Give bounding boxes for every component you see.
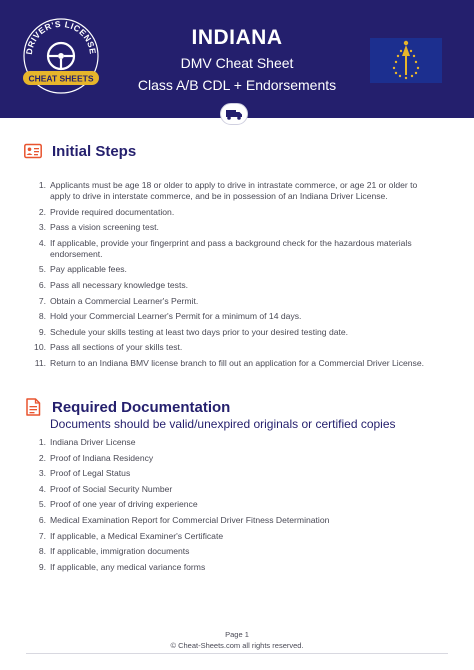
list-item: 1. Indiana Driver License [38,437,136,447]
page-title: INDIANA [191,26,283,49]
list-item: 9. If applicable, any medical variance forms [38,561,206,572]
truck-icon [226,109,242,120]
initial-steps-title: Initial Steps [52,142,137,160]
license-class-line: Class A/B CDL + Endorsements [137,77,337,93]
list-item: 2. Provide required documentation. [38,206,175,217]
list-item: 6. Pass all necessary knowledge tests. [38,279,189,290]
truck-badge [220,103,248,125]
id-card-icon [24,142,42,160]
required-docs-list [0,437,474,577]
page-number: Page 1 [225,630,249,639]
initial-steps-list [0,180,474,374]
list-item: 10. Pass all sections of your skills test. [34,342,183,353]
list-item: 6. Medical Examination Report for Commercial Driver Fitness Determination [38,514,330,525]
list-item: 7. If applicable, a Medical Examiner's Certificate [38,530,224,541]
indiana-flag-icon [370,38,442,83]
list-item: 3. Pass a vision screening test. [38,222,159,233]
required-docs-title: Required Documentation [52,398,231,416]
list-item: 5. Pay applicable fees. [38,264,127,275]
list-item: 7. Obtain a Commercial Learner's Permit. [38,295,199,306]
list-item: 1. Applicants must be age 18 or older to apply to drive in intrastate commerce, or age 21 or older to apply to drive in interstate commerce, and be in possession of an Indiana Driver License. [38,180,418,201]
list-item: 11. Return to an Indiana BMV license branch to fill out an application for a Commercial Driver License. [34,357,425,368]
initial-steps-heading [24,142,136,160]
list-item: 8. If applicable, immigration documents [38,546,190,557]
list-item: 3. Proof of Legal Status [38,468,131,479]
list-item: 8. Hold your Commercial Learner's Permit for a minimum of 14 days. [38,311,302,322]
footer-divider [26,653,448,654]
required-docs-subtitle: Documents should be valid/unexpired originals or certified copies [50,417,396,431]
list-item: 4. If applicable, provide your fingerprint and pass a background check for the hazardous materials endorsement. [38,237,412,259]
page-subtitle: DMV Cheat Sheet [180,55,294,71]
list-item: 9. Schedule your skills testing at least two days prior to your desired testing date. [38,326,349,337]
page-header [0,0,474,118]
svg-text:DRIVER'S LICENSE: DRIVER'S LICENSE [23,18,99,56]
document-icon [24,398,42,416]
list-item: 5. Proof of one year of driving experience [38,499,198,510]
copyright-notice: © Cheat-Sheets.com all rights reserved. [170,641,304,650]
list-item: 4. Proof of Social Security Number [38,483,173,494]
svg-text:CHEAT SHEETS: CHEAT SHEETS [28,73,94,84]
required-docs-heading [24,398,230,416]
list-item: 2. Proof of Indiana Residency [38,452,154,463]
